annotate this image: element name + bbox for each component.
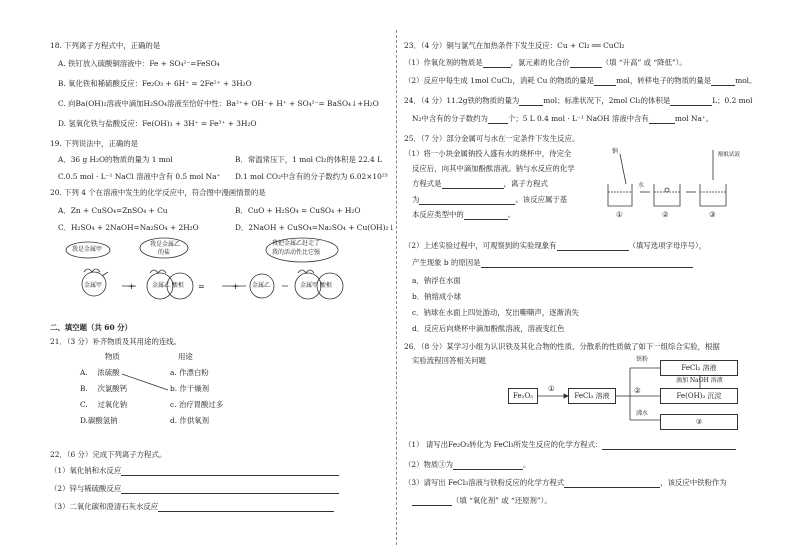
cartoon-bubble-1: 我是金属甲	[72, 246, 103, 253]
cartoon-salt-2: 金属甲 酸根	[300, 282, 332, 289]
fe2o3-box: Fe₂O₃	[508, 388, 538, 404]
cartoon-metal-1: 金属甲	[84, 282, 103, 289]
q20-option-b: B．CuO + H₂SO₄ = CuSO₄ + H₂O	[235, 206, 361, 215]
cartoon-bubble-2b: 的盐	[158, 249, 171, 256]
q22-item-1	[50, 466, 339, 476]
q21-left-1: B. 次氯酸钙	[80, 384, 128, 393]
q18-option-c: C. 向Ba(OH)₂溶液中滴加H₂SO₄溶液至恰好中性：Ba²⁺+ OH⁻+ H⁺ + SO₄²⁻= BaSO₄↓+H₂O	[58, 99, 379, 108]
q18-title: 18. 下列离子方程式中，正确的是	[50, 41, 161, 50]
q25-l1: （1）将一小块金属钠投入盛有水的烧杯中，待完全	[404, 149, 572, 158]
q22-item-1-label: （1）氧化钠和水反应	[50, 466, 122, 475]
q22-answer-3[interactable]	[158, 503, 334, 512]
fig-label-2: ②	[662, 210, 669, 219]
q22-answer-2[interactable]	[121, 485, 339, 494]
q23-title: 23．（4 分）铜与氯气在加热条件下发生反应：Cu + Cl₂ ══ CuCl₂	[404, 41, 625, 50]
q23-answer-3[interactable]	[594, 77, 616, 86]
q24-answer-4[interactable]	[649, 115, 675, 124]
q23-line-2	[404, 76, 756, 86]
q24-line-1	[404, 96, 752, 106]
q24-answer-3[interactable]	[488, 115, 508, 124]
q24-l2a: N₂中含有的分子数约为	[412, 114, 488, 123]
fig-water-label: 水	[638, 182, 645, 189]
fecl2-box: FeCl₂ 溶液	[660, 360, 738, 376]
q21-left-2: C. 过氧化钠	[80, 400, 128, 409]
q25-p2a: （2）上述实验过程中，可观察到的实验现象有	[404, 241, 557, 250]
q25-l4-text: 为	[412, 195, 420, 204]
feoh3-box: Fe(OH)₃ 沉淀	[660, 388, 738, 404]
q23-l2c: mol。	[735, 76, 757, 85]
q21-left-3: D.碳酸氢钠	[80, 416, 118, 425]
q23-answer-4[interactable]	[711, 77, 735, 86]
q21-right-1: b. 作干燥剂	[170, 384, 209, 393]
q19-option-d: D.1 mol CO₂中含有的分子数约为 6.02×10²³	[235, 172, 388, 181]
cartoon-salt-1: 金属乙 酸根	[152, 282, 184, 289]
product-3-box: ③	[660, 414, 738, 430]
q22-item-2	[50, 484, 339, 494]
q20-option-a: A．Zn + CuSO₄=ZnSO₄ + Cu	[58, 206, 168, 215]
q26-s3c-line	[412, 496, 552, 506]
fig-label-3: ③	[709, 210, 716, 219]
svg-text:+: +	[128, 282, 135, 291]
q24-l1c: L；0.2 mol	[712, 96, 753, 105]
q26-s3b: ，该反应中铁粉作为	[660, 478, 727, 487]
sodium-water-figure	[600, 144, 750, 224]
section-2-title: 二、填空题（共 60 分）	[50, 323, 132, 332]
q22-answer-1[interactable]	[121, 467, 339, 476]
q23-answer-2[interactable]	[570, 59, 602, 68]
q25-l4	[412, 195, 567, 205]
q25-l2: 反应后，向其中滴加酚酞溶液。钠与水反应的化学	[412, 164, 575, 173]
q25-title: 25．（7 分）部分金属可与水在一定条件下发生反应。	[404, 134, 580, 143]
fig-indicator-label: 酚酞试液	[718, 152, 741, 158]
flow-step-2: ②	[634, 386, 641, 395]
fecl3-box: FeCl₃ 溶液	[568, 388, 616, 404]
q23-answer-1[interactable]	[483, 59, 511, 68]
q25-opt-d: d．反应后向烧杯中滴加酚酞溶液，溶液变红色	[412, 324, 565, 333]
q20-title: 20. 下列 4 个在溶液中发生的化学反应中，符合图中漫画情景的是	[50, 188, 266, 197]
q22-item-3-label: （3）二氧化碳和澄清石灰水反应	[50, 502, 159, 511]
q21-left-0: A. 浓硫酸	[80, 368, 120, 377]
q23-l1c: （填 “升高” 或 “降低”）。	[601, 58, 687, 67]
q26-answer-1[interactable]	[602, 441, 736, 450]
q25-l5	[412, 210, 515, 220]
q24-answer-2[interactable]	[670, 97, 712, 106]
q26-s3	[404, 478, 727, 488]
q26-s2b: 。	[523, 460, 531, 469]
naoh-label: 滴加 NaOH 溶液	[676, 377, 723, 384]
q24-l2c: mol Na⁺。	[674, 114, 714, 123]
cartoon-metal-2: 金属乙	[252, 282, 271, 289]
q25-answer-5[interactable]	[481, 259, 693, 268]
svg-text:+: +	[232, 282, 239, 291]
q23-l2b: mol，转移电子的物质的量是	[616, 76, 712, 85]
q25-p2c-line	[412, 258, 693, 268]
q26-l1: 26．（8 分）某学习小组为认识铁及其化合物的性质、分散系的性质做了如下一组综合实验，根据	[404, 342, 720, 351]
q26-s3c: （填 “氧化剂” 或 “还原剂”）。	[452, 496, 552, 505]
q25-answer-1[interactable]	[442, 180, 504, 189]
q24-line-2	[412, 114, 713, 124]
q25-l3b: ，离子方程式	[503, 179, 548, 188]
column-divider	[396, 30, 397, 545]
q18-option-d: D. 氢氧化铁与盐酸反应：Fe(OH)₃ + 3H⁺ = Fe³⁺ + 3H₂O	[58, 119, 257, 128]
q22-item-2-label: （2）锌与稀硫酸反应	[50, 484, 122, 493]
q19-title: 19. 下列说法中，正确的是	[50, 139, 139, 148]
q19-option-c: C.0.5 mol · L⁻¹ NaCl 溶液中含有 0.5 mol Na⁺	[58, 172, 221, 181]
flow-step-1: ①	[548, 384, 555, 393]
q26-s3a: （3）请写出 FeCl₃溶液与铁粉反应的化学方程式	[404, 478, 565, 487]
q21-head-left: 物质	[105, 352, 120, 361]
q23-l2a: （2）反应中每生成 1mol CuCl₂，消耗 Cu 的物质的量是	[404, 76, 595, 85]
q26-answer-4[interactable]	[412, 497, 452, 506]
q25-p2-line	[404, 241, 706, 251]
q25-opt-a: a．钠浮在水面	[412, 276, 461, 285]
q25-p2b: （填写选项字母序号），	[628, 241, 707, 250]
q25-answer-4[interactable]	[557, 242, 629, 251]
q25-opt-c: c．钠球在水面上四处游动，发出嘶嘶声，逐渐消失	[412, 308, 579, 317]
q26-answer-2[interactable]	[453, 461, 523, 470]
q25-l3	[412, 179, 548, 189]
q25-opt-b: b．钠熔成小球	[412, 292, 462, 301]
q26-l2: 实验流程回答相关问题	[412, 356, 486, 365]
q24-l1a: 24．（4 分）11.2g铁的物质的量为	[404, 96, 520, 105]
q19-option-a: A．36 g H₂O的物质的量为 1 mol	[58, 155, 173, 164]
q20-option-d: D．2NaOH + CuSO₄=Na₂SO₄ + Cu(OH)₂↓	[235, 223, 395, 232]
q18-option-a: A. 铁钉放入硫酸铜溶液中：Fe + SO₄²⁻=FeSO₄	[58, 59, 220, 68]
q21-head-right: 用途	[178, 352, 193, 361]
q25-l5-text: 本反应类型中的	[412, 210, 464, 219]
fig-sodium-label: 钠	[612, 148, 619, 155]
q21-match-line	[120, 370, 180, 400]
q24-answer-1[interactable]	[519, 97, 543, 106]
reaction-cartoon	[62, 236, 362, 306]
fig-label-1: ①	[616, 210, 623, 219]
svg-text:=: =	[198, 282, 205, 291]
iron-powder-label: 铁粉	[636, 356, 649, 363]
q22-title: 22．（6 分）完成下列离子方程式。	[50, 450, 167, 459]
q25-l5b: 。	[507, 210, 516, 219]
q24-l2b: 个；5 L 0.4 mol · L⁻¹ NaOH 溶液中含有	[507, 114, 649, 123]
q21-right-3: d. 作供氧剂	[170, 416, 209, 425]
q26-answer-3[interactable]	[564, 479, 660, 488]
q26-s2-text: （2）物质③为	[404, 460, 454, 469]
iron-flow-chart	[504, 354, 744, 432]
q23-line-1	[404, 58, 687, 68]
q25-l4b: 。该反应属于基	[515, 195, 568, 204]
q25-answer-3[interactable]	[464, 211, 508, 220]
q20-option-c: C．H₂SO₄ + 2NaOH=Na₂SO₄ + 2H₂O	[58, 223, 199, 232]
q19-option-b: B．常温常压下，1 mol Cl₂的体积是 22.4 L	[235, 155, 382, 164]
cartoon-bubble-3a: 我把金属乙赶走了	[272, 240, 321, 247]
q24-l1b: mol；标准状况下，2mol Cl₂的体积是	[543, 96, 671, 105]
q26-s2	[404, 460, 530, 470]
q26-s1-text: （1） 请写出Fe₂O₃转化为 FeCl₃所发生反应的化学方程式：	[404, 440, 603, 449]
q22-item-3	[50, 502, 334, 512]
q23-l1a: （1）作氧化剂的物质是	[404, 58, 483, 67]
q21-right-0: a. 作漂白粉	[170, 368, 209, 377]
q25-l3-text: 方程式是	[412, 179, 442, 188]
cartoon-bubble-3b: 我的活动性比它强	[272, 249, 321, 256]
cartoon-bubble-2a: 我是金属乙	[150, 241, 181, 248]
q18-option-b: B. 氧化铁和稀硫酸反应：Fe₂O₃ + 6H⁺ = 2Fe²⁺ + 3H₂O	[58, 79, 252, 88]
q21-title: 21．（3 分）补齐物质及其用途的连线。	[50, 337, 182, 346]
q21-right-2: c. 治疗胃酸过多	[170, 400, 224, 409]
q25-answer-2[interactable]	[419, 196, 515, 205]
q25-p2c: 产生现象 b 的原因是	[412, 258, 481, 267]
boiling-water-label: 沸水	[636, 410, 649, 417]
q26-s1	[404, 440, 736, 450]
q23-l1b: ，氯元素的化合价	[510, 58, 570, 67]
